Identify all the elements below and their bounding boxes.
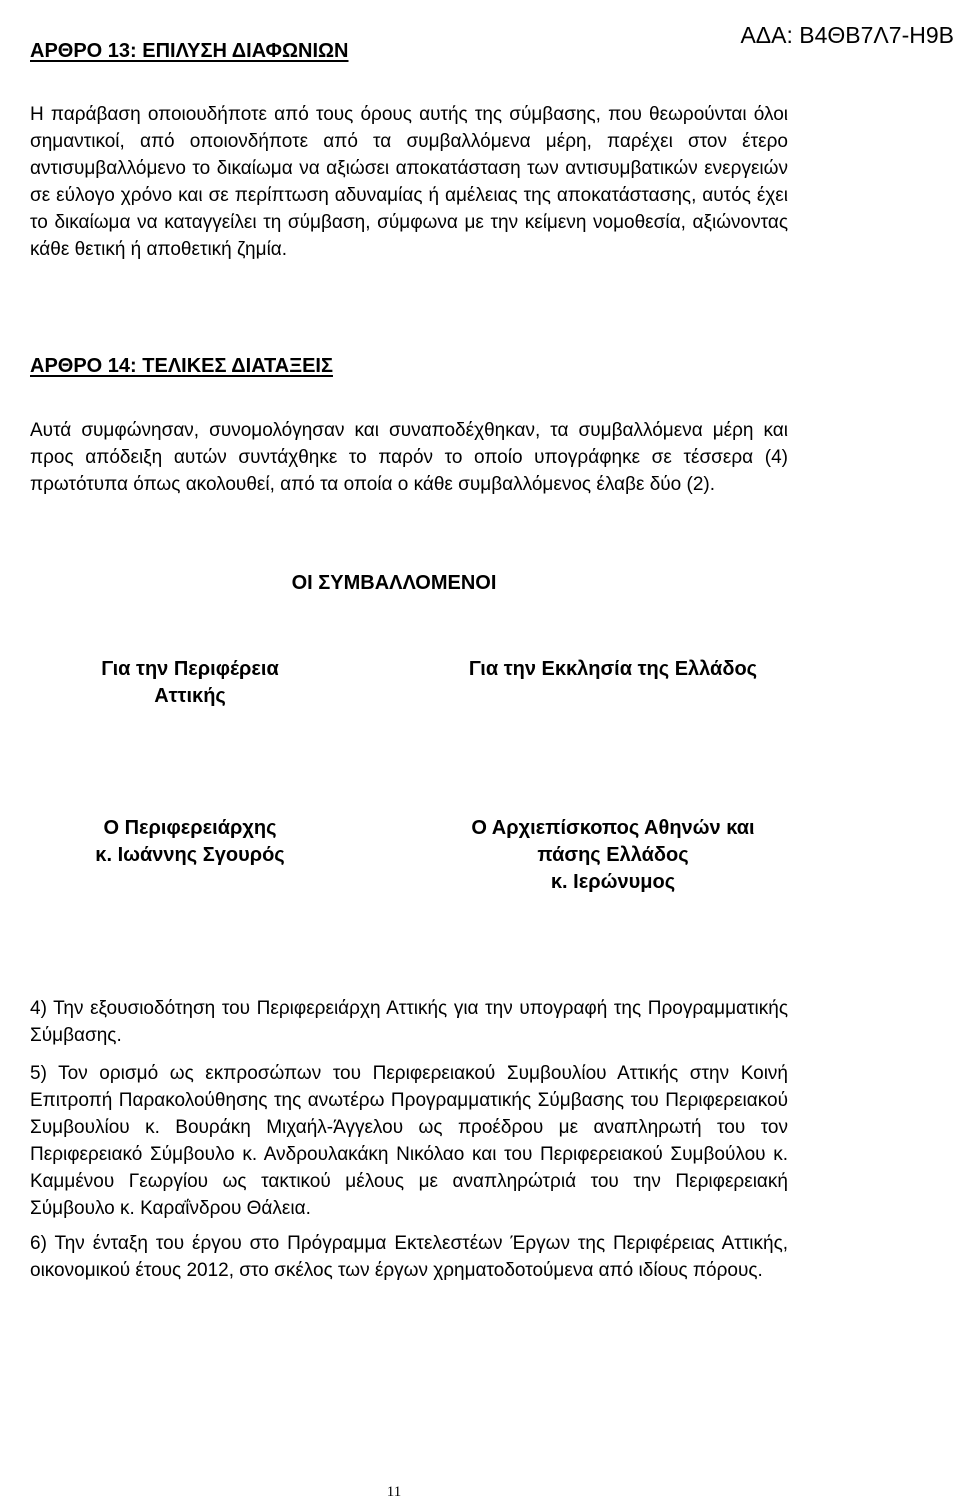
decision-item-5: 5) Τον ορισμό ως εκπροσώπων του Περιφερειακού Συμβουλίου Αττικής στην Κοινή Επιτροπή Παρακολούθησης της ανωτέρω Προγραμματικής Σύμβασης του Περιφερειακού Συμβουλίου κ. Βουράκη Μιχαήλ-Άγγελου ως προέδρου με αναπληρωτή του τον Περιφερειακό Σύμβουλο κ. Ανδρουλακάκη Νικόλαο και του Περιφερειακού Συμβούλου κ. Καμμένου Γεωργίου ως τακτικού μέλους με αναπληρώτριά του την Περιφερειακή Σύμβουλο κ. Καραΐνδρου Θάλεια. — [30, 1063, 788, 1219]
right-signatory-title-1: Ο Αρχιεπίσκοπος Αθηνών και — [471, 817, 755, 839]
right-signatory-title-2: πάσης Ελλάδος — [537, 844, 689, 866]
article-14-heading: ΑΡΘΡΟ 14: ΤΕΛΙΚΕΣ ΔΙΑΤΑΞΕΙΣ — [30, 355, 333, 377]
left-signatory-name: κ. Ιωάννης Σγουρός — [95, 844, 285, 866]
page-number: 11 — [386, 1484, 402, 1500]
left-signatory — [60, 815, 320, 869]
left-party-line-2: Αττικής — [154, 685, 226, 707]
signatories-title: ΟΙ ΣΥΜΒΑΛΛΟΜΕΝΟΙ — [291, 572, 497, 594]
right-signatory-name: κ. Ιερώνυμος — [550, 871, 676, 893]
left-party-line-1: Για την Περιφέρεια — [101, 658, 279, 680]
left-party-signature-block — [60, 656, 320, 710]
article-13-heading: ΑΡΘΡΟ 13: ΕΠΙΛΥΣΗ ΔΙΑΦΩΝΙΩΝ — [30, 40, 349, 62]
decision-item-4: 4) Την εξουσιοδότηση του Περιφερειάρχη Αττικής για την υπογραφή της Προγραμματικής Σύμβασης. — [30, 998, 788, 1046]
article-13-body: Η παράβαση οποιουδήποτε από τους όρους αυτής της σύμβασης, που θεωρούνται όλοι σημαντικοί, από οποιονδήποτε από τα συμβαλλόμενα μέρη, παρέχει στον έτερο αντισυμβαλλόμενο το δικαίωμα να αξιώσει αποκατάσταση των αντισυμβατικών ενεργειών σε εύλογο χρόνο και σε περίπτωση αδυναμίας ή αμέλειας της αποκατάστασης, αυτός έχει το δικαίωμα να καταγγείλει τη σύμβαση, σύμφωνα με την κείμενη νομοθεσία, αξιώνοντας κάθε θετική ή αποθετική ζημία. — [30, 104, 788, 260]
decision-item-6: 6) Την ένταξη του έργου στο Πρόγραμμα Εκτελεστέων Έργων της Περιφέρειας Αττικής, οικονομικού έτους 2012, στο σκέλος των έργων χρηματοδοτούμενα από ιδίους πόρους. — [30, 1233, 788, 1281]
right-party-signature-block — [420, 656, 806, 683]
right-signatory — [420, 815, 806, 896]
article-14-body: Αυτά συμφώνησαν, συνομολόγησαν και συναποδέχθηκαν, τα συμβαλλόμενα μέρη και προς απόδειξη αυτών συντάχθηκε το παρόν το οποίο υπογράφηκε σε τέσσερα (4) πρωτότυπα όπως ακολουθεί, από τα οποία ο κάθε συμβαλλόμενος έλαβε δύο (2). — [30, 420, 788, 495]
left-signatory-title: Ο Περιφερειάρχης — [103, 817, 277, 839]
document-id: ΑΔΑ: Β4ΘΒ7Λ7-Η9Β — [740, 22, 954, 48]
right-party-line-1: Για την Εκκλησία της Ελλάδος — [468, 658, 758, 680]
